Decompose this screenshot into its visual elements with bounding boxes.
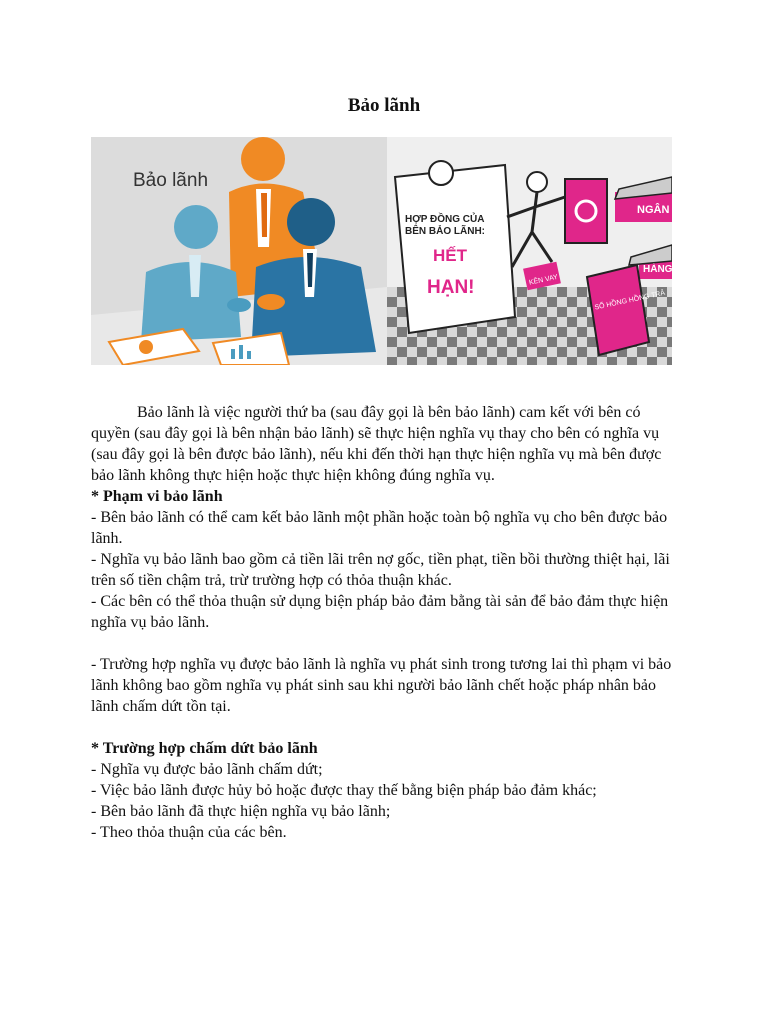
poster-line-1: HỢP ĐỒNG CỦA — [405, 214, 485, 225]
termination-item: - Việc bảo lãnh được hủy bỏ hoặc được thay thế bằng biện pháp bảo đảm khác; — [91, 782, 597, 799]
section-heading-termination: * Trường hợp chấm dứt bảo lãnh — [91, 740, 318, 757]
bank-label-top: NGÂN — [637, 204, 670, 216]
scope-item: - Bên bảo lãnh có thể cam kết bảo lãnh một phần hoặc toàn bộ nghĩa vụ cho bên được bảo lãnh. — [91, 509, 668, 547]
scope-extra-paragraph: - Trường hợp nghĩa vụ được bảo lãnh là nghĩa vụ phát sinh trong tương lai thì phạm vi bảo lãnh không bao gồm nghĩa vụ phát sinh sau khi người bảo lãnh chết hoặc pháp nhân bảo lãnh chấm dứt tồn tại. — [91, 656, 672, 715]
expired-contract-icon — [387, 137, 672, 365]
poster-line-3: HẾT — [433, 246, 467, 265]
bank-label-bottom: HÀNG — [643, 264, 672, 275]
poster-line-2: BÊN BẢO LÃNH: — [405, 226, 485, 237]
intro-paragraph: Bảo lãnh là việc người thứ ba (sau đây gọi là bên bảo lãnh) cam kết với bên có quyền (sau đây gọi là bên nhận bảo lãnh) sẽ thực hiện nghĩa vụ thay cho bên có nghĩa vụ (sau đây gọi là bên được bảo lãnh), nếu khi đến thời hạn thực hiện nghĩa vụ mà bên được bảo lãnh không thực hiện hoặc thực hiện không đúng nghĩa vụ. — [91, 404, 662, 484]
contract-cartoon — [387, 137, 672, 365]
business-meeting-illustration — [91, 137, 387, 365]
page-title: Bảo lãnh — [347, 95, 421, 116]
book-label: SỔ HỒNG HỒNG TRẢ — [594, 289, 666, 312]
pink-sign-text: KÊN VAY — [528, 273, 559, 287]
termination-item: - Nghĩa vụ được bảo lãnh chấm dứt; — [91, 761, 323, 778]
illustration-label: Bảo lãnh — [133, 170, 209, 191]
poster-line-4: HẠN! — [427, 277, 475, 298]
document-body — [91, 402, 681, 843]
scope-item: - Nghĩa vụ bảo lãnh bao gồm cả tiền lãi trên nợ gốc, tiền phạt, tiền bồi thường thiệt hại, lãi trên số tiền chậm trả, trừ trường hợp có thỏa thuận khác. — [91, 551, 670, 589]
meeting-people-icon — [91, 137, 387, 365]
termination-item: - Bên bảo lãnh đã thực hiện nghĩa vụ bảo lãnh; — [91, 803, 391, 820]
termination-item: - Theo thỏa thuận của các bên. — [91, 824, 287, 841]
scope-item: - Các bên có thể thỏa thuận sử dụng biện pháp bảo đảm bằng tài sản để bảo đảm thực hiện nghĩa vụ bảo lãnh. — [91, 593, 669, 631]
banner-image — [91, 137, 672, 365]
section-heading-scope: * Phạm vi bảo lãnh — [91, 488, 223, 505]
